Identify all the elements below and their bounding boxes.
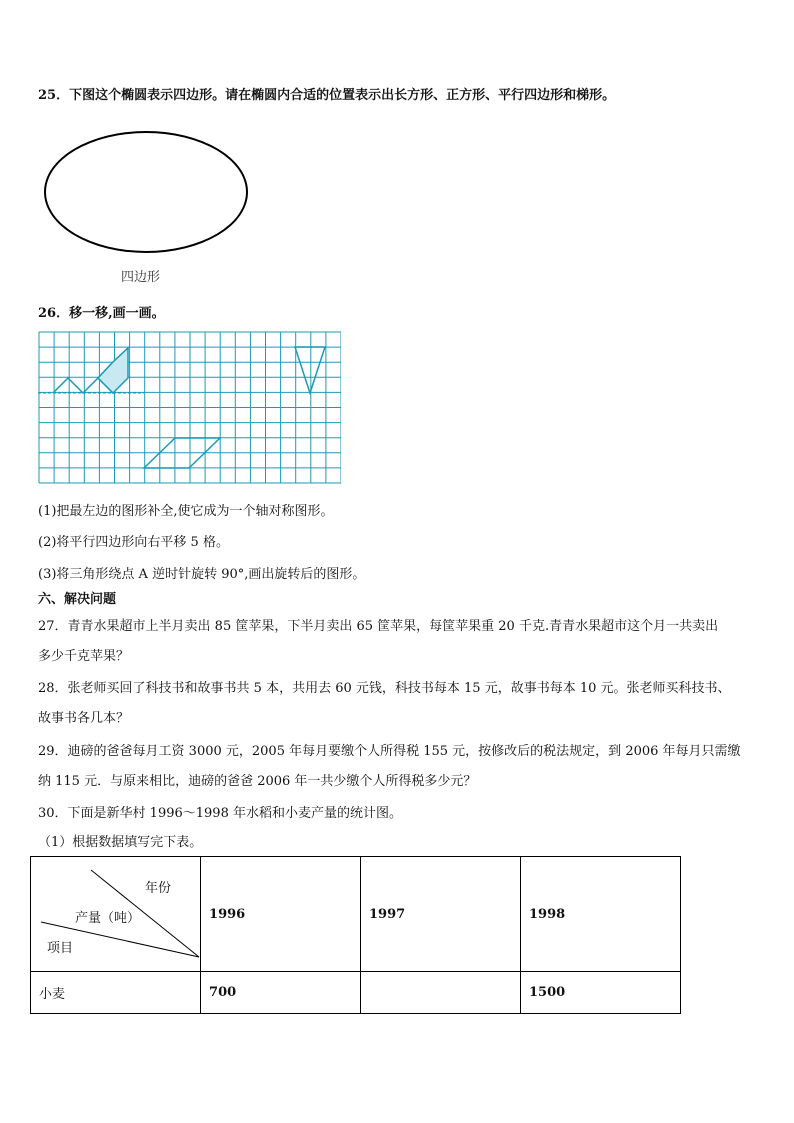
diagonal-header-cell bbox=[31, 857, 201, 972]
year-1997-header: 1997 bbox=[361, 857, 521, 972]
production-table bbox=[30, 856, 681, 1014]
right-triangle bbox=[295, 347, 325, 393]
table-row bbox=[31, 972, 681, 1014]
q26-sub3: (3)将三角形绕点 A 逆时针旋转 90°,画出旋转后的图形。 bbox=[38, 567, 366, 582]
year-1996-header: 1996 bbox=[201, 857, 361, 972]
corner-item-label: 项目 bbox=[47, 941, 74, 956]
q28-line2: 故事书各几本？ bbox=[38, 711, 130, 726]
year-1998-header: 1998 bbox=[521, 857, 681, 972]
q26-sub1: (1)把最左边的图形补全,使它成为一个轴对称图形。 bbox=[38, 504, 334, 519]
ellipse-label: 四边形 bbox=[121, 270, 161, 285]
section-6-heading: 六、解决问题 bbox=[38, 592, 117, 607]
corner-output-label: 产量（吨） bbox=[75, 911, 141, 926]
q29-line2: 纳 115 元．与原来相比，迪磅的爸爸 2006 年一共少缴个人所得税多少元？ bbox=[38, 774, 477, 789]
q26-sub2: (2)将平行四边形向右平移 5 格。 bbox=[38, 535, 229, 550]
corner-year-label: 年份 bbox=[145, 881, 172, 896]
q28-line1: 28．张老师买回了科技书和故事书共 5 本，共用去 60 元钱，科技书每本 15 元，故事书每本 10 元。张老师买科技书、 bbox=[38, 681, 731, 696]
row-item-wheat: 小麦 bbox=[31, 972, 201, 1014]
table-header-row bbox=[31, 857, 681, 972]
q30-title: 30．下面是新华村 1996～1998 年水稻和小麦产量的统计图。 bbox=[38, 806, 402, 821]
q30-sub1: （1）根据数据填写完下表。 bbox=[38, 835, 203, 850]
q25-text: 25．下图这个椭圆表示四边形。请在椭圆内合适的位置表示出长方形、正方形、平行四边形和梯形。 bbox=[38, 88, 616, 103]
wheat-1997-value[interactable] bbox=[361, 972, 521, 1014]
q29-line1: 29．迪磅的爸爸每月工资 3000 元，2005 年每月要缴个人所得税 155 元，按修改后的税法规定，到 2006 年每月只需缴 bbox=[38, 744, 741, 759]
grid-lines bbox=[39, 332, 341, 483]
wheat-1996-value: 700 bbox=[201, 972, 361, 1014]
quadrilateral-ellipse bbox=[44, 131, 248, 253]
q26-title: 26．移一移,画一画。 bbox=[38, 306, 165, 321]
left-kite-shape bbox=[98, 348, 128, 393]
grid-figure bbox=[38, 331, 341, 484]
wheat-1998-value: 1500 bbox=[521, 972, 681, 1014]
q27-line1: 27．青青水果超市上半月卖出 85 筐苹果，下半月卖出 65 筐苹果，每筐苹果重 20 千克.青青水果超市这个月一共卖出 bbox=[38, 619, 719, 634]
q27-line2: 多少千克苹果？ bbox=[38, 649, 130, 664]
